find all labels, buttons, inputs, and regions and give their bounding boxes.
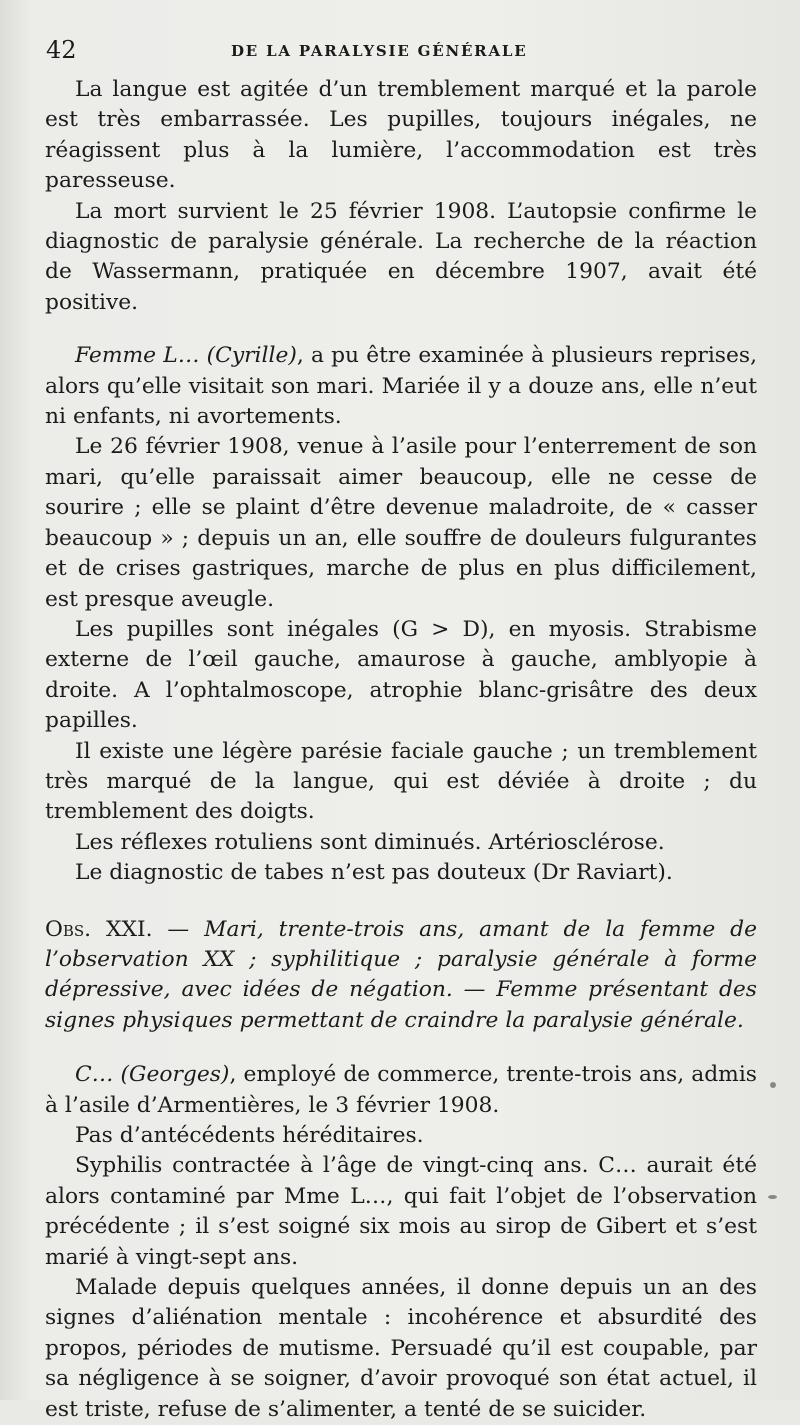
running-title: DE LA PARALYSIE GÉNÉRALE <box>231 42 528 60</box>
paragraph <box>45 1060 757 1121</box>
paragraph: Les pupilles sont inégales (G > D), en myosis. Strabisme externe de l’œil gauche, amaurose à gauche, amblyopie à droite. A l’ophtalmoscope, atrophie blanc-grisâtre des deux papilles. <box>45 616 757 734</box>
ink-speck <box>768 1195 777 1199</box>
paragraph-text: , employé de commerce, trente-trois ans, admis à l’asile d’Armentières, le 3 février 1908. <box>45 1062 757 1118</box>
paragraph: La mort survient le 25 février 1908. L’autopsie confirme le diagnostic de paralysie générale. La recherche de la réaction de Wassermann, pratiquée en décembre 1907, avait été positive. <box>45 198 757 315</box>
paragraph: Le 26 février 1908, venue à l’asile pour l’enterrement de son mari, qu’elle paraissait aimer beaucoup, elle ne cesse de sourire ; elle se plaint d’être devenue maladroite, de « casser beaucoup » ; depuis un an, elle souffre de douleurs fulgurantes et de crises gastriques, marche de plus en plus difficilement, est presque aveugle. <box>45 434 757 612</box>
paragraph: Syphilis contractée à l’âge de vingt-cinq ans. C… aurait été alors contaminé par Mme L…, qui fait l’objet de l’observation précédente ; il s’est soigné six mois au sirop de Gibert et s’est marié à vingt-sept ans. <box>45 1153 757 1270</box>
page-header <box>46 36 754 66</box>
paragraph: Le diagnostic de tabes n’est pas douteux (Dr Raviart). <box>75 860 673 886</box>
paragraph: Malade depuis quelques années, il donne depuis un an des signes d’aliénation mentale : incohérence et absurdité des propos, périodes de mutisme. Persuadé qu’il est coupable, par sa négligence à se soigner, d’avoir provoqué son état actuel, il est triste, refuse de s’alimenter, a tenté de se suicider. <box>45 1275 757 1422</box>
page-number: 42 <box>46 36 77 64</box>
paragraph: Les réflexes rotuliens sont diminués. Artériosclérose. <box>75 829 665 855</box>
observation-label: Obs. XXI. — <box>45 916 190 942</box>
ink-speck <box>770 1082 776 1088</box>
paragraph: La langue est agitée d’un tremblement marqué et la parole est très embarrassée. Les pupilles, toujours inégales, ne réagissent plus à la lumière, l’accommodation est très paresseuse. <box>45 77 757 194</box>
paragraph-text: , a pu être examinée à plusieurs reprises, alors qu’elle visitait son mari. Mariée il y a douze ans, elle n’eut ni enfants, ni avortements. <box>45 343 757 430</box>
patient-name: Femme L… (Cyrille) <box>75 343 297 369</box>
paragraph <box>45 341 757 432</box>
observation-heading <box>45 915 757 1037</box>
paragraph: Pas d’antécédents héréditaires. <box>75 1123 424 1148</box>
paragraph: Il existe une légère parésie faciale gauche ; un tremblement très marqué de la langue, qui est déviée à droite ; du tremblement des doigts. <box>45 738 757 825</box>
page-body <box>45 75 757 1425</box>
observation-title: Mari, trente-trois ans, amant de la femme de l’observation XX ; syphilitique ; paralysie générale à forme dépressive, avec idées de négation. — Femme présentant des signes physiques permettant de craindre la paralysie générale. <box>45 916 757 1033</box>
patient-name: C… (Georges) <box>75 1062 230 1088</box>
